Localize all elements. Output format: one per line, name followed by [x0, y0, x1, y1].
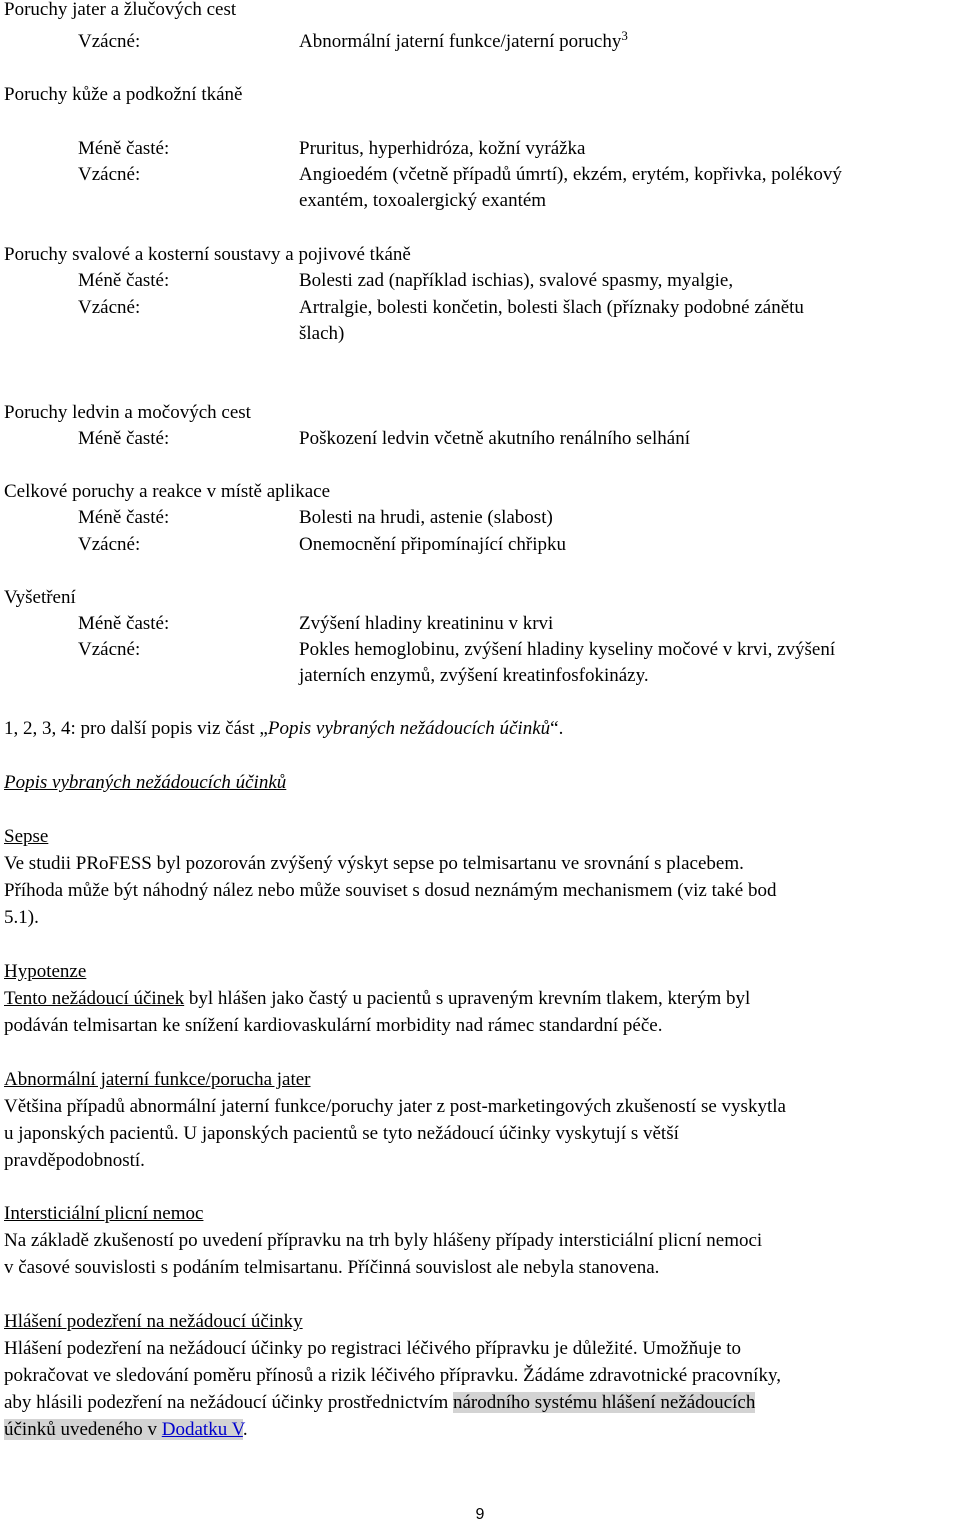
uncommon-label: Méně časté: — [78, 138, 170, 159]
hypotenze-text: Tento nežádoucí účinek byl hlášen jako častý u pacientů s upraveným krevním tlakem, kterým byl — [4, 988, 751, 1009]
general-uncommon-text: Bolesti na hrudi, astenie (slabost) — [299, 507, 553, 528]
highlighted-text: účinků uvedeného v Dodatku V — [4, 1419, 243, 1440]
appendix-v-link[interactable]: Dodatku V — [161, 1419, 243, 1440]
ild-heading: Intersticiální plicní nemoc — [4, 1203, 204, 1224]
liver-abnormal-text: u japonských pacientů. U japonských pacientů se tyto nežádoucí účinky vyskytují s větší — [4, 1123, 679, 1144]
section-heading-general: Celkové poruchy a reakce v místě aplikace — [4, 481, 331, 502]
investigations-uncommon-text: Zvýšení hladiny kreatininu v krvi — [299, 613, 554, 634]
section-heading-liver: Poruchy jater a žlučových cest — [4, 0, 237, 20]
footnote: 1, 2, 3, 4: pro další popis viz část „Popis vybraných nežádoucích účinků“. — [4, 718, 564, 739]
renal-uncommon-text: Poškození ledvin včetně akutního renálního selhání — [299, 428, 690, 449]
selected-effects-title: Popis vybraných nežádoucích účinků — [4, 772, 287, 793]
liver-rare-text: Abnormální jaterní funkce/jaterní poruchy$^3$ — [299, 28, 628, 52]
musculo-uncommon-text: Bolesti zad (například ischias), svalové spasmy, myalgie, — [299, 270, 734, 291]
sepse-text: 5.1). — [4, 907, 39, 928]
reporting-heading: Hlášení podezření na nežádoucí účinky — [4, 1311, 303, 1332]
hypotenze-text: podáván telmisartan ke snížení kardiovaskulární morbidity nad rámec standardní péče. — [4, 1015, 663, 1036]
hypotenze-heading: Hypotenze — [4, 961, 87, 982]
section-heading-investigations: Vyšetření — [4, 587, 76, 608]
section-heading-renal: Poruchy ledvin a močových cest — [4, 402, 251, 423]
musculo-rare-text-cont: šlach) — [299, 323, 345, 344]
reporting-text: Hlášení podezření na nežádoucí účinky po registraci léčivého přípravku je důležité. Umožňuje to — [4, 1338, 742, 1359]
reporting-text: pokračovat ve sledování poměru přínosů a rizik léčivého přípravku. Žádáme zdravotnické pracovníky, — [4, 1365, 781, 1386]
general-rare-text: Onemocnění připomínající chřipku — [299, 534, 566, 555]
skin-rare-text: Angioedém (včetně případů úmrtí), ekzém, erytém, kopřivka, polékový — [299, 164, 842, 185]
ild-text: v časové souvislosti s podáním telmisartanu. Příčinná souvislost ale nebyla stanovena. — [4, 1257, 660, 1278]
rare-label: Vzácné: — [78, 31, 141, 52]
footnote-ref: 3 — [621, 28, 628, 43]
investigations-rare-text-cont: jaterních enzymů, zvýšení kreatinfosfokinázy. — [299, 665, 649, 686]
rare-label: Vzácné: — [78, 639, 141, 660]
rare-label: Vzácné: — [78, 164, 141, 185]
uncommon-label: Méně časté: — [78, 270, 170, 291]
section-heading-skin: Poruchy kůže a podkožní tkáně — [4, 84, 243, 105]
ild-text: Na základě zkušeností po uvedení přípravku na trh byly hlášeny případy intersticiální plicní nemoci — [4, 1230, 763, 1251]
liver-abnormal-text: Většina případů abnormální jaterní funkce/poruchy jater z post-marketingových zkušeností se vyskytla — [4, 1096, 786, 1117]
highlighted-text: národního systému hlášení nežádoucích — [453, 1392, 756, 1413]
rare-label: Vzácné: — [78, 297, 141, 318]
sepse-text: Ve studii PRoFESS byl pozorován zvýšený výskyt sepse po telmisartanu ve srovnání s placebem. — [4, 853, 744, 874]
musculo-rare-text: Artralgie, bolesti končetin, bolesti šlach (příznaky podobné zánětu — [299, 297, 804, 318]
investigations-rare-text: Pokles hemoglobinu, zvýšení hladiny kyseliny močové v krvi, zvýšení — [299, 639, 836, 660]
skin-rare-text-cont: exantém, toxoalergický exantém — [299, 190, 547, 211]
reporting-text: účinků uvedeného v Dodatku V. — [4, 1419, 248, 1440]
section-heading-musculoskeletal: Poruchy svalové a kosterní soustavy a pojivové tkáně — [4, 244, 411, 265]
uncommon-label: Méně časté: — [78, 428, 170, 449]
liver-abnormal-heading: Abnormální jaterní funkce/porucha jater — [4, 1069, 311, 1090]
page-number: 9 — [475, 1506, 485, 1523]
liver-abnormal-text: pravděpodobností. — [4, 1150, 145, 1171]
sepse-heading: Sepse — [4, 826, 49, 847]
reporting-text: aby hlásili podezření na nežádoucí účinky prostřednictvím národního systému hlášení nežádoucích — [4, 1392, 756, 1413]
uncommon-label: Méně časté: — [78, 507, 170, 528]
uncommon-label: Méně časté: — [78, 613, 170, 634]
skin-uncommon-text: Pruritus, hyperhidróza, kožní vyrážka — [299, 138, 586, 159]
sepse-text: Příhoda může být náhodný nález nebo může souviset s dosud neznámým mechanismem (viz také bod — [4, 880, 777, 901]
rare-label: Vzácné: — [78, 534, 141, 555]
